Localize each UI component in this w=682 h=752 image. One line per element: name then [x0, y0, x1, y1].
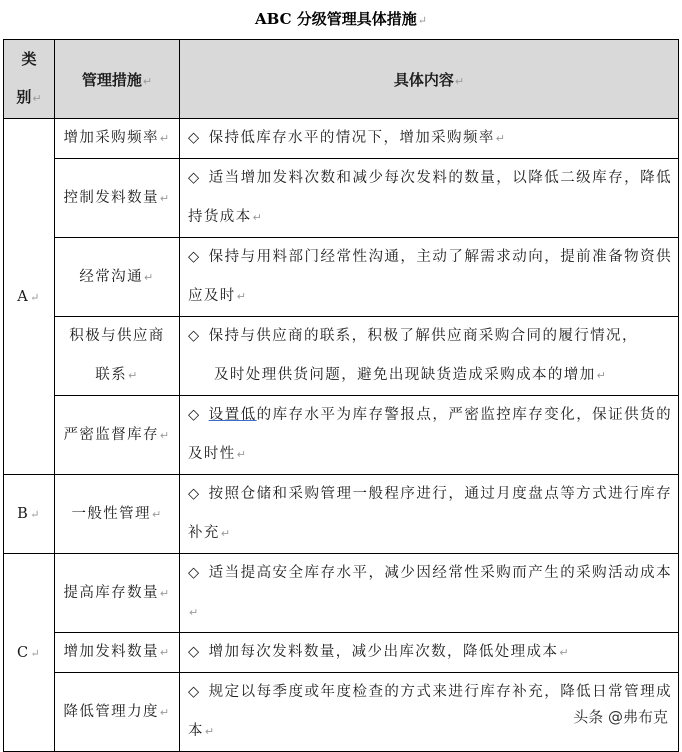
category-cell-b: B↵ [4, 475, 55, 554]
table-header-row [4, 40, 679, 119]
paragraph-mark-icon: ↵ [252, 211, 264, 224]
paragraph-mark-icon: ↵ [495, 132, 507, 145]
content-cell: ◇ 保持与供应商的联系，积极了解供应商采购合同的履行情况， 及时处理供货问题，避免出现缺货造成采购成本的增加↵ [180, 317, 679, 396]
paragraph-mark-icon: ↵ [151, 507, 163, 521]
paragraph-mark-icon: ↵ [30, 290, 41, 304]
table-row [4, 475, 679, 554]
content-cell: ◇ 适当增加发料次数和减少每次发料的数量，以降低二级库存，降低持货成本↵ [180, 159, 679, 238]
header-category: 类 别↵ [4, 40, 55, 119]
content-cell: ◇ 增加每次发料数量，减少出库次数，降低处理成本↵ [180, 633, 679, 673]
paragraph-mark-icon: ↵ [142, 74, 153, 88]
content-cell: ◇ 按照仓储和采购管理一般程序进行，通过月度盘点等方式进行库存补充↵ [180, 475, 679, 554]
paragraph-mark-icon: ↵ [159, 586, 171, 600]
measure-cell: 严密监督库存↵ [55, 396, 180, 475]
document-title [0, 8, 682, 32]
paragraph-mark-icon: ↵ [30, 508, 41, 521]
table-row [4, 554, 679, 633]
diamond-bullet-icon: ◇ [188, 130, 201, 146]
measure-cell: 增加采购频率↵ [55, 119, 180, 159]
diamond-bullet-icon: ◇ [188, 486, 201, 502]
content-cell: ◇ 保持低库存水平的情况下，增加采购频率↵ [180, 119, 679, 159]
table-row [4, 238, 679, 317]
paragraph-mark-icon: ↵ [159, 132, 171, 145]
diamond-bullet-icon: ◇ [188, 249, 201, 265]
header-content: 具体内容↵ [180, 40, 679, 119]
paragraph-mark-icon: ↵ [220, 527, 232, 540]
content-cell: ◇ 设置低的库存水平为库存警报点，严密监控库存变化，保证供货的及时性↵ [180, 396, 679, 475]
measure-cell: 积极与供应商 联系↵ [55, 317, 180, 396]
diamond-bullet-icon: ◇ [188, 170, 201, 186]
diamond-bullet-icon: ◇ [188, 407, 201, 423]
paragraph-mark-icon: ↵ [236, 290, 248, 303]
title-text: ABC 分级管理具体措施 [255, 10, 417, 28]
diamond-bullet-icon: ◇ [188, 684, 201, 700]
header-measure: 管理措施↵ [55, 40, 180, 119]
paragraph-mark-icon: ↵ [159, 191, 171, 205]
paragraph-mark-icon: ↵ [204, 725, 216, 738]
diamond-bullet-icon: ◇ [188, 328, 201, 344]
diamond-bullet-icon: ◇ [188, 644, 201, 660]
content-cell: ◇ 适当提高安全库存水平，减少因经常性采购而产生的采购活动成本↵ [180, 554, 679, 633]
paragraph-mark-icon: ↵ [559, 646, 570, 659]
measure-cell: 经常沟通↵ [55, 238, 180, 317]
paragraph-mark-icon: ↵ [454, 74, 465, 88]
paragraph-mark-icon: ↵ [128, 369, 139, 382]
measure-cell: 增加发料数量↵ [55, 633, 180, 673]
paragraph-mark-icon: ↵ [596, 369, 608, 382]
paragraph-mark-icon: ↵ [159, 428, 171, 442]
table-row [4, 633, 679, 673]
measure-cell: 控制发料数量↵ [55, 159, 180, 238]
paragraph-mark-icon: ↵ [236, 448, 248, 461]
measure-cell: 降低管理力度↵ [55, 673, 180, 752]
category-cell-a: A↵ [4, 119, 55, 475]
content-cell: ◇ 规定以每季度或年度检查的方式来进行库存补充，降低日常管理成本↵ [180, 673, 679, 752]
paragraph-mark-icon: ↵ [30, 646, 42, 660]
paragraph-mark-icon: ↵ [143, 270, 155, 284]
watermark: 头条 @弗布克 [573, 708, 668, 726]
diamond-bullet-icon: ◇ [188, 565, 201, 581]
category-cell-c: C↵ [4, 554, 55, 752]
table-row [4, 396, 679, 475]
measure-cell: 一般性管理↵ [55, 475, 180, 554]
measure-cell: 提高库存数量↵ [55, 554, 180, 633]
content-cell: ◇ 保持与用料部门经常性沟通，主动了解需求动向，提前准备物资供应及时↵ [180, 238, 679, 317]
table-row [4, 119, 679, 159]
paragraph-mark-icon: ↵ [159, 646, 171, 659]
spellcheck-underlined-text: 设置低 [208, 407, 257, 423]
paragraph-mark-icon: ↵ [32, 92, 42, 105]
paragraph-mark-icon: ↵ [189, 606, 200, 619]
table-row [4, 317, 679, 396]
table-row [4, 159, 679, 238]
abc-measures-table [3, 39, 679, 752]
paragraph-mark-icon: ↵ [159, 705, 171, 719]
paragraph-mark-icon: ↵ [417, 14, 427, 27]
